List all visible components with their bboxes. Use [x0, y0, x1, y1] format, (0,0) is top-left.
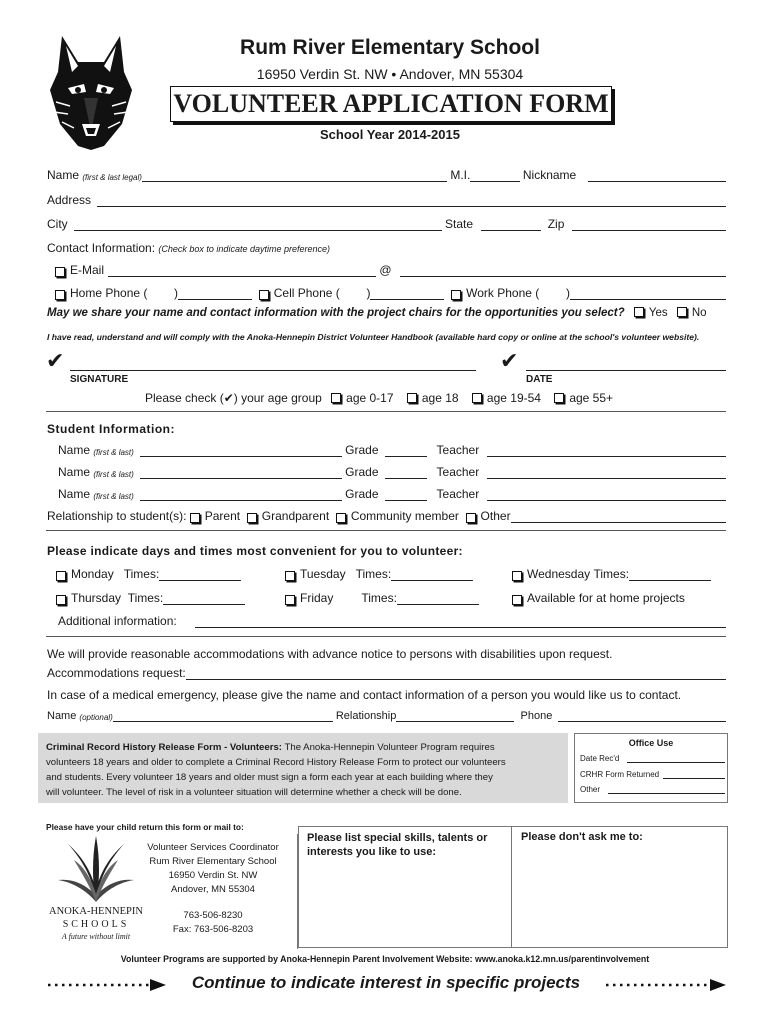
teacher-label: Teacher [436, 443, 480, 457]
share-yes-checkbox[interactable] [634, 307, 644, 317]
cell-phone-area: ( ) [335, 286, 371, 300]
age-18-label: age 18 [421, 391, 459, 405]
accommodation-notice: We will provide reasonable accommodations with advance notice to persons with disabilities upon request. [47, 647, 613, 661]
wolf-logo [48, 32, 134, 150]
community-member-checkbox[interactable] [336, 513, 346, 523]
school-year: School Year 2014-2015 [320, 127, 460, 142]
share-question: May we share your name and contact information with the project chairs for the opportunities you select? [47, 307, 625, 319]
email-domain-field[interactable] [400, 266, 726, 277]
emergency-notice: In case of a medical emergency, please give the name and contact information of a person you would like us to contact. [47, 688, 682, 702]
tuesday-times-field[interactable] [391, 570, 473, 581]
wednesday-times-label: Times: [593, 567, 630, 581]
at-sign: @ [379, 263, 392, 277]
return-fax: Fax: 763-506-8203 [172, 924, 254, 935]
share-yes-label: Yes [648, 307, 668, 319]
student-name-label: Name [58, 443, 91, 457]
date-check-icon: ✔ [500, 348, 519, 373]
right-dotted-arrow [604, 978, 728, 992]
dont-ask-box[interactable] [512, 826, 728, 948]
availability-title: Please indicate days and times most convenient for you to volunteer: [47, 544, 463, 558]
work-phone-checkbox[interactable] [451, 290, 461, 300]
criminal-record-line-4: will volunteer. The level of risk in a volunteer situation will determine whether a check will be done. [46, 787, 462, 798]
emergency-phone-label: Phone [520, 710, 553, 722]
student-name-label: Name [58, 487, 91, 501]
divider [46, 636, 726, 637]
nickname-field[interactable] [588, 171, 726, 182]
date-label: DATE [526, 374, 553, 385]
tuesday-checkbox[interactable] [285, 571, 295, 581]
relationship-label: Relationship to student(s): [47, 509, 187, 523]
signature-check-icon: ✔ [46, 348, 65, 373]
return-street: 16950 Verdin St. NW [168, 870, 258, 881]
grade-label: Grade [345, 487, 379, 501]
criminal-record-line-3: and students. Every volunteer 18 years and older must sign a form each year at each building where they [46, 772, 493, 783]
work-phone-label: Work Phone [466, 286, 532, 300]
student-name-field-3[interactable] [140, 490, 342, 501]
friday-times-label: Times: [361, 591, 397, 605]
form-title: VOLUNTEER APPLICATION FORM [173, 89, 609, 118]
school-name: Rum River Elementary School [240, 36, 540, 59]
date-recd-field[interactable] [627, 755, 725, 763]
friday-times-field[interactable] [397, 594, 479, 605]
grade-field-2[interactable] [385, 468, 427, 479]
address-field[interactable] [97, 196, 726, 207]
signature-label: SIGNATURE [70, 374, 129, 385]
mi-field[interactable] [470, 171, 519, 182]
student-name-field-2[interactable] [140, 468, 342, 479]
city-field[interactable] [74, 220, 442, 231]
grandparent-checkbox[interactable] [247, 513, 257, 523]
other-field[interactable] [511, 512, 726, 523]
age-19-54-label: age 19-54 [486, 391, 541, 405]
student-name-label: Name [58, 465, 91, 479]
divider [46, 411, 726, 412]
grade-field-3[interactable] [385, 490, 427, 501]
signature-field[interactable] [70, 370, 476, 371]
wednesday-label: Wednesday [527, 567, 591, 581]
cell-phone-label: Cell Phone [273, 286, 333, 300]
email-label: E-Mail [70, 263, 105, 277]
continue-banner: Continue to indicate interest in specific projects [191, 973, 581, 992]
grade-label: Grade [345, 443, 379, 457]
criminal-record-title: Criminal Record History Release Form - Volunteers: [46, 742, 282, 753]
teacher-label: Teacher [436, 465, 480, 479]
teacher-field-2[interactable] [487, 468, 726, 479]
additional-info-label: Additional information: [58, 614, 177, 628]
home-phone-checkbox[interactable] [55, 290, 65, 300]
grade-label: Grade [345, 465, 379, 479]
address-label: Address [47, 193, 92, 207]
home-projects-label: Available for at home projects [527, 591, 685, 605]
parent-checkbox[interactable] [190, 513, 200, 523]
crhr-field[interactable] [663, 771, 725, 779]
office-other-field[interactable] [608, 786, 725, 794]
cell-phone-checkbox[interactable] [259, 290, 269, 300]
friday-checkbox[interactable] [285, 595, 295, 605]
office-use-title: Office Use [628, 738, 674, 748]
zip-field[interactable] [572, 220, 726, 231]
thursday-label: Thursday [71, 591, 122, 605]
grade-field-1[interactable] [385, 446, 427, 457]
anoka-hennepin-logo [56, 834, 136, 904]
home-projects-checkbox[interactable] [512, 595, 522, 605]
logo-line-2: SCHOOLS [62, 919, 130, 930]
return-phone: 763-506-8230 [183, 910, 243, 921]
return-title: Please have your child return this form or mail to: [46, 822, 244, 832]
parent-label: Parent [204, 509, 241, 523]
emergency-relationship-field[interactable] [396, 711, 514, 722]
emergency-name-label: Name [47, 710, 77, 722]
student-name-field-1[interactable] [140, 446, 342, 457]
tuesday-times-label: Times: [355, 567, 392, 581]
additional-info-field[interactable] [195, 617, 726, 628]
date-field[interactable] [526, 370, 726, 371]
monday-times-field[interactable] [159, 570, 241, 581]
thursday-checkbox[interactable] [56, 595, 66, 605]
age-0-17-label: age 0-17 [346, 391, 394, 405]
monday-times-label: Times: [123, 567, 160, 581]
home-phone-label: Home Phone [70, 286, 141, 300]
criminal-record-lead: The Anoka-Hennepin Volunteer Program requires [284, 742, 495, 753]
dont-ask-label: Please don't ask me to: [521, 831, 643, 843]
student-name-hint: (first & last) [93, 470, 134, 479]
skills-label: Please list special skills, talents or interests you like to use: [307, 832, 488, 858]
age-55-checkbox[interactable] [554, 393, 564, 403]
wednesday-times-field[interactable] [629, 570, 711, 581]
monday-checkbox[interactable] [56, 571, 66, 581]
age-0-17-checkbox[interactable] [331, 393, 341, 403]
city-label: City [47, 217, 68, 231]
name-label: Name [47, 168, 80, 182]
age-55-label: age 55+ [569, 391, 614, 405]
school-address: 16950 Verdin St. NW • Andover, MN 55304 [256, 66, 524, 82]
thursday-times-label: Times: [127, 591, 164, 605]
logo-line-1: ANOKA-HENNEPIN [49, 906, 143, 917]
date-recd-label: Date Rec'd [580, 754, 620, 763]
emergency-relationship-label: Relationship [335, 710, 397, 722]
cell-phone-field[interactable] [370, 289, 444, 300]
emergency-name-hint: (optional) [79, 713, 113, 722]
return-city: Andover, MN 55304 [171, 884, 255, 895]
other-label: Other [480, 509, 511, 523]
state-field[interactable] [481, 220, 541, 231]
thursday-times-field[interactable] [163, 594, 245, 605]
support-line: Volunteer Programs are supported by Anoka-Hennepin Parent Involvement Website: www.anoka.k12.mn.us/parentinvolvement [120, 954, 650, 964]
left-dotted-arrow [46, 978, 168, 992]
return-school: Rum River Elementary School [149, 856, 277, 867]
grandparent-label: Grandparent [261, 509, 330, 523]
home-phone-area: ( ) [143, 286, 179, 300]
contact-label: Contact Information: [47, 241, 156, 255]
tuesday-label: Tuesday [300, 567, 346, 581]
email-checkbox[interactable] [55, 267, 65, 277]
teacher-label: Teacher [436, 487, 480, 501]
crhr-label: CRHR Form Returned [580, 770, 660, 779]
monday-label: Monday [71, 567, 114, 581]
nickname-label: Nickname [522, 168, 577, 182]
name-hint: (first & last legal) [82, 173, 142, 182]
accommodation-request-label: Accommodations request: [47, 666, 186, 680]
mi-label: M.I. [450, 168, 471, 182]
share-no-checkbox[interactable] [677, 307, 687, 317]
email-user-field[interactable] [108, 266, 376, 277]
handbook-statement: I have read, understand and will comply with the Anoka-Hennepin District Volunteer Handbook (available hard copy or online at the school's volunteer website). [47, 332, 700, 342]
logo-tagline: A future without limit [61, 932, 131, 941]
teacher-field-3[interactable] [487, 490, 726, 501]
community-member-label: Community member [350, 509, 459, 523]
work-phone-area: ( ) [535, 286, 570, 300]
student-name-hint: (first & last) [93, 492, 134, 501]
contact-hint: (Check box to indicate daytime preference) [158, 244, 330, 254]
emergency-phone-field[interactable] [558, 711, 726, 722]
age-18-checkbox[interactable] [407, 393, 417, 403]
student-name-hint: (first & last) [93, 448, 134, 457]
age-19-54-checkbox[interactable] [472, 393, 482, 403]
friday-label: Friday [300, 591, 334, 605]
divider [46, 530, 726, 531]
coordinator: Volunteer Services Coordinator [147, 842, 279, 853]
share-no-label: No [691, 307, 707, 319]
student-info-title: Student Information: [47, 422, 175, 436]
age-prompt: Please check (✔) your age group [145, 391, 322, 405]
zip-label: Zip [547, 217, 565, 231]
other-checkbox[interactable] [466, 513, 476, 523]
work-phone-field[interactable] [570, 289, 726, 300]
name-field[interactable] [142, 171, 447, 182]
accommodation-request-field[interactable] [186, 669, 726, 680]
office-other-label: Other [580, 785, 601, 794]
home-phone-field[interactable] [178, 289, 252, 300]
wednesday-checkbox[interactable] [512, 571, 522, 581]
teacher-field-1[interactable] [487, 446, 726, 457]
criminal-record-line-2: volunteers 18 years and older to complete a Criminal Record History Release Form to protect our volunteers [46, 757, 506, 768]
emergency-name-field[interactable] [113, 711, 333, 722]
state-label: State [445, 217, 474, 231]
